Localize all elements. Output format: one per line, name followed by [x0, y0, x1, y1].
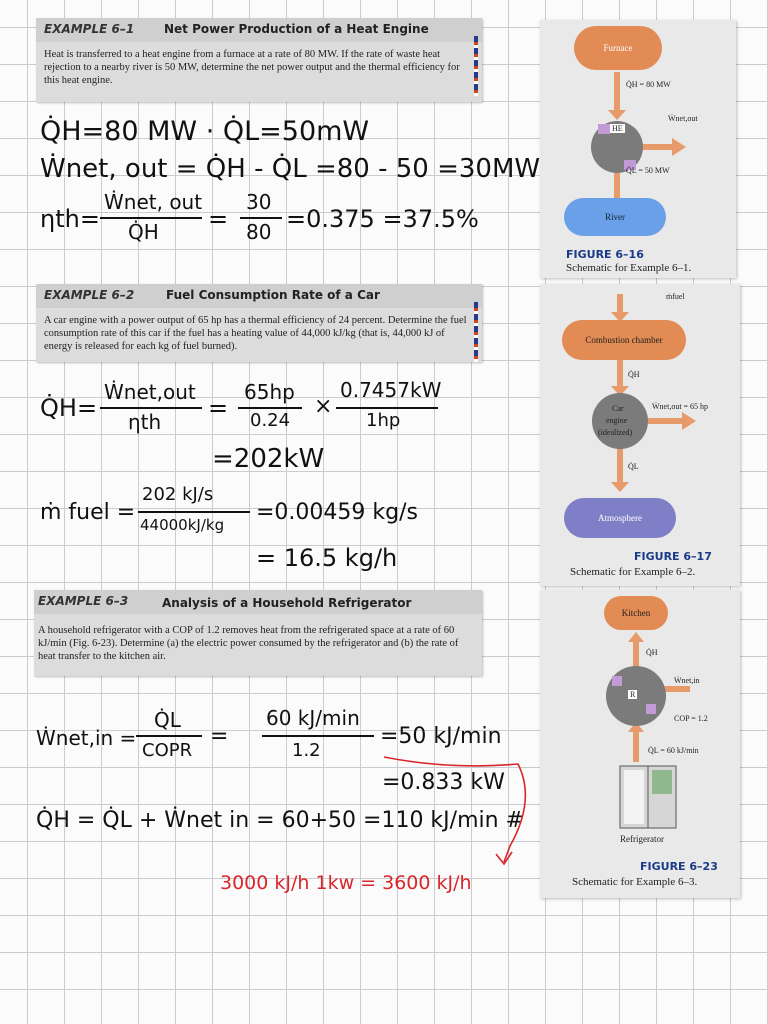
hw2-times: × [314, 394, 333, 419]
figure-6-16-panel [540, 20, 736, 278]
hw2-frac1-line [100, 407, 202, 409]
fig23-r-label: R [630, 690, 636, 699]
hw3-frac1-den: COPR [142, 740, 193, 761]
hw3-frac1-num: Q̇L [154, 708, 181, 732]
figure-6-23-panel [540, 590, 740, 898]
hw3-frac2-line [262, 735, 374, 737]
hw2-frac3-den: 1hp [366, 410, 401, 431]
fig23-wnet-label: Ẇnet,in [674, 676, 700, 685]
hw2-frac4-num: 202 kJ/s [142, 484, 214, 505]
hw-frac1-den: Q̇H [128, 220, 159, 244]
fig16-qh-label: Q̇H = 80 MW [626, 80, 671, 89]
example-6-2-box [36, 284, 482, 362]
hw2-res3: = 16.5 kg/h [256, 544, 398, 572]
example-text: Heat is transferred to a heat engine from a furnace at a rate of 80 MW. If the rate of waste heat rejection to a nearby river is 50 MW, determine the net power output and the thermal efficiency for this heat engine. [44, 49, 460, 86]
fig23-ql-label: Q̇L = 60 kJ/min [648, 746, 699, 755]
hw2-frac4-line [138, 511, 250, 513]
hw2-frac3-line [336, 407, 438, 409]
hw3-wnet-label: Ẇnet,in = [36, 726, 137, 750]
hw2-res2: =0.00459 kg/s [256, 500, 418, 525]
hw-eq: = [208, 205, 229, 233]
example-label: EXAMPLE 6–2 [44, 288, 135, 302]
hw3-frac2-den: 1.2 [292, 740, 321, 761]
example-title: Net Power Production of a Heat Engine [164, 22, 429, 36]
hw3-res1: =50 kJ/min [380, 724, 502, 749]
example-text: A household refrigerator with a COP of 1.2 removes heat from the refrigerated space at a rate of 60 kJ/min (Fig. 6-23). Determine (a) the electric power consumed by the refrigerator and (b) the rate of heat transfer to the kitchen air. [38, 625, 459, 662]
hw-given-line: Q̇H=80 MW · Q̇L=50mW [40, 116, 370, 147]
hw3-red-note: 3000 kJ/h 1kw = 3600 kJ/h [220, 872, 472, 894]
combustion-chamber-cloud: Combustion chamber [562, 320, 686, 360]
example-6-3-box [34, 590, 482, 676]
fig23-fridge-label: Refrigerator [620, 834, 664, 844]
example-label: EXAMPLE 6–1 [44, 22, 135, 36]
fig23-qh-label: Q̇H [646, 648, 658, 657]
hw2-frac2-den: 0.24 [250, 410, 291, 431]
hw2-frac2-line [238, 407, 302, 409]
hw-eta-label: ηth= [40, 205, 100, 233]
color-strip [474, 302, 478, 362]
hw-frac2-den: 80 [246, 220, 272, 244]
example-label: EXAMPLE 6–3 [38, 594, 129, 608]
fig17-car-line1: Car [612, 404, 624, 413]
hw2-qh-label: Q̇H= [40, 394, 98, 422]
fig16-arrows [540, 20, 736, 278]
hw-frac2-num: 30 [246, 190, 272, 214]
fig16-he-label: HE [612, 124, 623, 133]
example-6-1-box [36, 18, 482, 102]
fig17-mfuel-label: ṁfuel [666, 292, 685, 301]
hw3-frac2-num: 60 kJ/min [266, 706, 360, 730]
fig23-cop-label: COP = 1.2 [674, 714, 708, 723]
hw-eta-result: =0.375 =37.5% [286, 205, 479, 233]
figure-6-17-panel [540, 284, 740, 586]
hw2-frac1-num: Ẇnet,out [104, 380, 196, 404]
hw3-qh-line: Q̇H = Q̇L + Ẇnet in = 60+50 =110 kJ/min # [36, 808, 524, 833]
hw2-frac4-den: 44000kJ/kg [140, 516, 225, 534]
atmosphere-cloud: Atmosphere [564, 498, 676, 538]
hw-frac1-num: Ẇnet, out [104, 190, 203, 214]
figure-label: FIGURE 6–16 [566, 248, 644, 261]
hw2-frac2-num: 65hp [244, 380, 295, 404]
fig23-arrows [540, 590, 740, 898]
figure-caption: Schematic for Example 6–3. [572, 876, 698, 888]
figure-caption: Schematic for Example 6–1. [566, 262, 692, 274]
hw2-eq: = [208, 394, 229, 422]
fig17-car-line2: engine [606, 416, 628, 425]
figure-label: FIGURE 6–23 [640, 860, 718, 873]
color-strip [474, 36, 478, 96]
hw2-mfuel-label: ṁ fuel = [40, 500, 136, 525]
hw-frac2-line [240, 217, 282, 219]
hw3-res2: =0.833 kW [382, 770, 505, 795]
river-cloud: River [564, 198, 666, 236]
example-title: Fuel Consumption Rate of a Car [166, 288, 380, 302]
fig17-qh-label: Q̇H [628, 370, 640, 379]
fig16-ql-label: Q̇L = 50 MW [626, 166, 670, 175]
fig17-wnet-label: Ẇnet,out = 65 hp [652, 402, 709, 411]
kitchen-cloud: Kitchen [604, 596, 668, 630]
hw2-frac3-num: 0.7457kW [340, 378, 442, 402]
hw3-eq: = [210, 724, 229, 749]
fig17-car-line3: (idealized) [598, 428, 633, 437]
fig17-ql-label: Q̇L [628, 462, 639, 471]
figure-caption: Schematic for Example 6–2. [570, 566, 696, 578]
example-text: A car engine with a power output of 65 hp has a thermal efficiency of 24 percent. Determine the fuel consumption rate of this car if the fuel has a heating value of 44,000 kJ/kg (that is, 44,000 kJ of energy is released for each kg of fuel burned). [44, 315, 467, 352]
example-title: Analysis of a Household Refrigerator [162, 596, 412, 610]
hw2-result: =202kW [212, 444, 325, 474]
hw3-frac1-line [136, 735, 202, 737]
fig16-wnet-label: Ẇnet,out [668, 114, 698, 123]
hw-frac1-line [100, 217, 202, 219]
hw-wnet-line: Ẇnet, out = Q̇H - Q̇L =80 - 50 =30MW [40, 154, 541, 184]
hw2-frac1-den: ηth [128, 410, 162, 434]
furnace-cloud: Furnace [574, 26, 662, 70]
figure-label: FIGURE 6–17 [634, 550, 712, 563]
